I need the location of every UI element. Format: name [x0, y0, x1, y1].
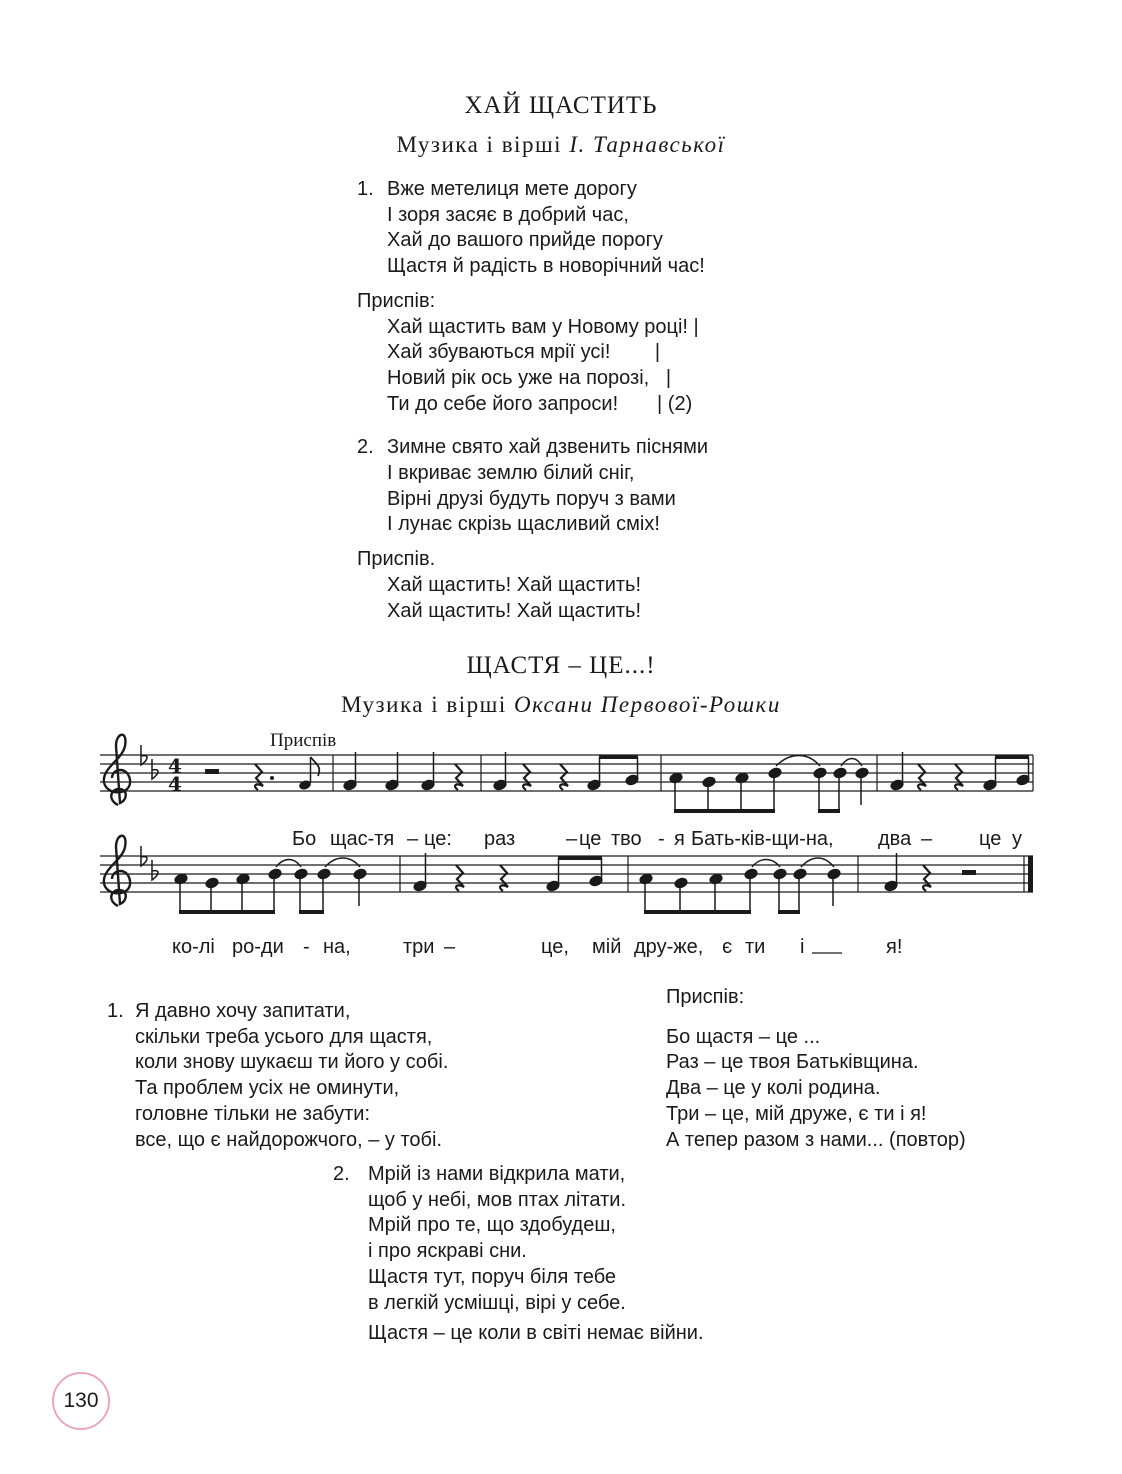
lyric-syllable: це:	[424, 828, 452, 850]
section-label: Приспів	[270, 730, 337, 751]
song2-verse2-line: в легкій усмішці, вірі у себе.	[368, 1291, 626, 1314]
song2-verse2-line: Щастя тут, поруч біля тебе	[368, 1265, 617, 1288]
lyric-syllable: –	[407, 828, 419, 850]
song1-chorus2-line: Хай щастить! Хай щастить!	[387, 599, 642, 622]
song1-verse1-line: Щастя й радість в новорічний час!	[387, 255, 705, 278]
quarter-rest-icon	[255, 764, 263, 790]
song2-verse1-line: 1. Я давно хочу запитати,	[107, 999, 448, 1025]
quarter-rest-icon	[523, 764, 531, 790]
song1-verse2-line: Вірні друзі будуть поруч з вами	[387, 487, 676, 510]
song2-verse2-line: щоб у небі, мов птах літати.	[368, 1188, 626, 1211]
page-number: 130	[52, 1372, 110, 1430]
lyric-syllable: Бо	[292, 828, 317, 850]
song1-verse1-line: І зоря засяє в добрий час,	[387, 203, 629, 226]
tie-icon	[752, 858, 834, 867]
lyric-syllable: це	[979, 828, 1002, 850]
lyric-syllable: це,	[541, 936, 569, 958]
verse-number: 2.	[357, 436, 374, 459]
quarter-rest-icon	[455, 764, 463, 790]
lyric-syllable: є	[722, 936, 733, 958]
lyric-syllable: щас-тя	[330, 828, 395, 850]
song1-verse2-line: І лунає скрізь щасливий сміх!	[387, 513, 660, 536]
song2-chorus-line: Два – це у колі родина.	[666, 1077, 881, 1100]
verse-number: 1.	[357, 178, 374, 200]
song2-verse2-line: і про яскраві сни.	[368, 1240, 527, 1263]
lyric-syllable: два	[878, 828, 912, 850]
song1-chorus-label: Приспів:	[357, 289, 436, 312]
quarter-rest-icon	[456, 865, 464, 891]
rest-icon	[205, 769, 219, 774]
lyric-syllable: я	[674, 828, 685, 850]
verse-number: 2.	[333, 1163, 350, 1185]
song1-credit-prefix: Музика і вірші	[396, 132, 570, 157]
notes-measure-8	[639, 868, 841, 914]
lyric-syllable: у	[1012, 828, 1022, 850]
song1-credit-author: І. Тарнавської	[569, 132, 726, 157]
song2-chorus-line: Три – це, мій друже, є ти і я!	[666, 1102, 927, 1125]
half-rest-icon	[962, 870, 976, 875]
song2-verse2-line: 2. Мрій із нами відкрила мати,	[333, 1162, 704, 1188]
lyric-syllable: –	[566, 828, 578, 850]
song1-chorus-line: Ти до себе його запроси! | (2)	[387, 392, 693, 415]
lyric-syllable: ти	[745, 936, 766, 958]
lyric-syllable: –	[921, 828, 933, 850]
lyric-syllable: тво	[611, 828, 642, 850]
final-barline	[1028, 856, 1033, 892]
lyric-syllable: мій	[592, 936, 622, 958]
notes-measure-9	[884, 853, 898, 892]
song2-verse1	[107, 999, 448, 1153]
song1-verse2-line: І вкриває землю білий сніг,	[387, 462, 635, 485]
song2-title: ЩАСТЯ – ЦЕ...!	[466, 652, 656, 679]
song2-chorus-line: Раз – це твоя Батьківщина.	[666, 1051, 919, 1074]
lyric-syllable: -	[303, 936, 310, 958]
notes-measure-6	[174, 868, 367, 914]
time-signature-bottom: 4	[168, 772, 182, 796]
quarter-rest-icon	[918, 764, 926, 790]
song2-verse1-line: все, що є найдорожчого, – у тобі.	[135, 1128, 443, 1151]
lyric-syllable: три	[403, 936, 435, 958]
lyric-syllable: дру-же,	[634, 936, 704, 958]
notes-measure-4	[669, 767, 869, 813]
song1-chorus2-line: Хай щастить! Хай щастить!	[387, 573, 642, 596]
lyric-syllable: –	[444, 936, 456, 958]
lyric-syllable: ко-лі	[172, 936, 215, 958]
song2-verse1-line: Та проблем усіх не оминути,	[135, 1077, 400, 1100]
lyric-syllable: це	[579, 828, 602, 850]
song2-credit-author: Оксани Первової-Рошки	[513, 692, 781, 717]
song2-verse2-last-line: Щастя – це коли в світі немає війни.	[368, 1322, 704, 1345]
song2-verse2	[333, 1162, 704, 1347]
verse-number: 1.	[107, 1000, 124, 1022]
song1-chorus-line: Хай збуваються мрії усі! |	[387, 341, 661, 364]
quarter-rest-icon	[923, 865, 931, 891]
song1-chorus-line: Хай щастить вам у Новому році! |	[387, 315, 699, 338]
song1-chorus2-label: Приспів.	[357, 548, 436, 571]
song2-chorus	[666, 985, 966, 1153]
lyric-syllable: раз	[484, 828, 516, 850]
flat-icon	[141, 846, 158, 880]
lyric-syllable: і	[800, 936, 805, 958]
time-signature-top: 4	[168, 754, 182, 778]
quarter-rest-icon	[500, 865, 508, 891]
song1-verse1-line: Хай до вашого прийде порогу	[387, 229, 663, 252]
song2-verse1-line: коли знову шукаєш ти його у собі.	[135, 1051, 449, 1074]
quarter-rest-icon	[955, 764, 963, 790]
song1-title: ХАЙ ЩАСТИТЬ	[464, 92, 658, 119]
song2-chorus-line: Бо щастя – це ...	[666, 1025, 821, 1048]
lyric-syllable: на,	[323, 936, 351, 958]
dot-icon	[270, 776, 274, 780]
lyric-syllable: Бать-ків-щи-на,	[691, 828, 834, 850]
song2-verse1-line: головне тільки не забути:	[135, 1102, 370, 1125]
treble-clef-icon	[104, 836, 130, 906]
song2-verse1-line: скільки треба усього для щастя,	[135, 1025, 433, 1048]
note-eighth	[298, 757, 319, 791]
song2-chorus-label: Приспів:	[666, 986, 745, 1008]
notes-measure-2	[343, 752, 435, 791]
flat-icon	[141, 745, 158, 779]
song2-credit-prefix: Музика і вірші	[341, 692, 514, 717]
song1-chorus-line: Новий рік ось уже на порозі, |	[387, 366, 672, 389]
song1-verse1-line: 1. Вже метелиця мете дорогу	[357, 177, 708, 203]
lyric-syllable: -	[658, 828, 665, 850]
song1-verse2-line: 2. Зимне свято хай дзвенить піснями	[357, 435, 708, 461]
song2-chorus-line: А тепер разом з нами... (повтор)	[666, 1128, 966, 1151]
lyric-syllable: я!	[886, 936, 903, 958]
staff-1-lyrics	[292, 828, 1022, 850]
treble-clef-icon	[104, 735, 130, 805]
lyric-syllable: ро-ди	[232, 936, 284, 958]
quarter-rest-icon	[560, 764, 568, 790]
tie-icon	[276, 858, 360, 867]
song2-verse2-line: Мрій про те, що здобудеш,	[368, 1214, 616, 1237]
staff-2-lyrics	[172, 936, 902, 958]
